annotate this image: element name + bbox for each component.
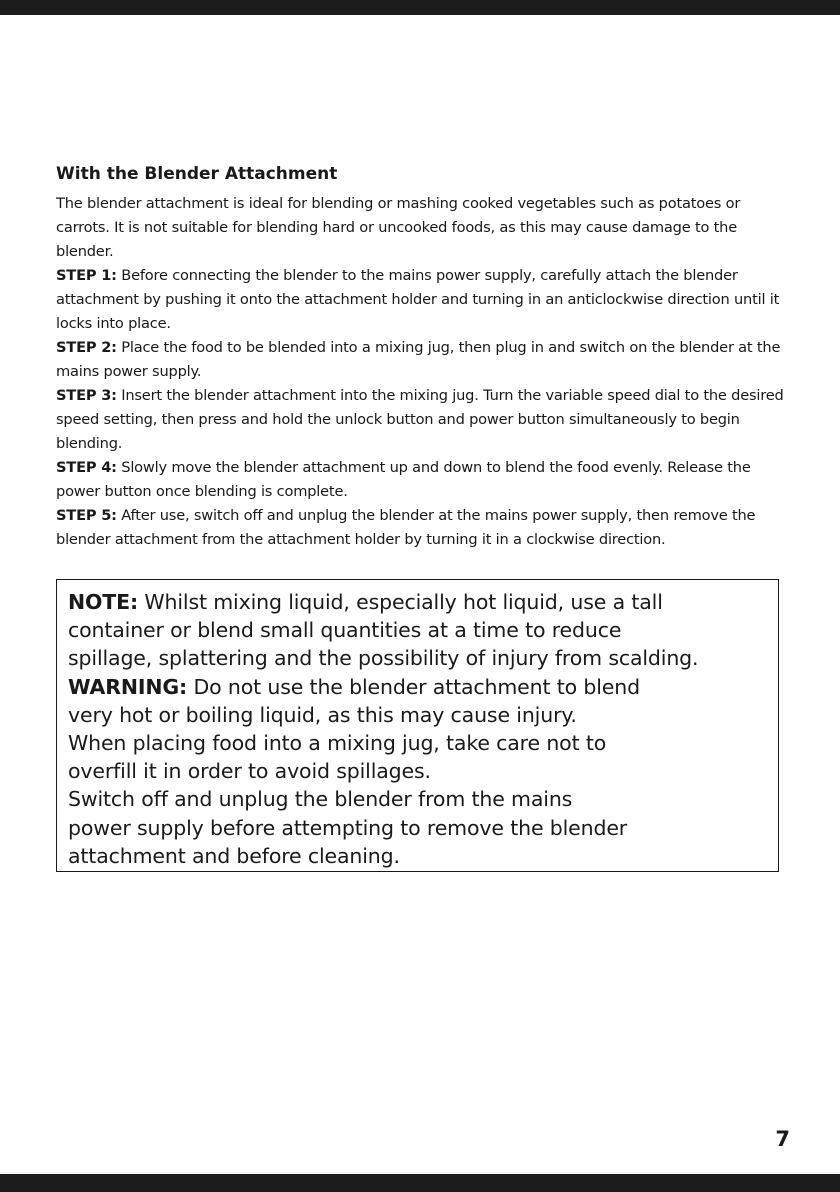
step-1-label: STEP 1: xyxy=(56,267,117,284)
notice-line-7: overfill it in order to avoid spillages. xyxy=(68,759,431,784)
page-number: 7 xyxy=(775,1127,790,1151)
step-1 xyxy=(56,264,791,336)
blender-attachment-section xyxy=(56,162,791,552)
warning-text-1: Do not use the blender attachment to blend xyxy=(187,674,640,699)
top-border-bar xyxy=(0,0,840,15)
step-5 xyxy=(56,504,791,552)
step-1-text: Before connecting the blender to the mains power supply, carefully attach the blender attachment by pushing it onto the attachment holder and turning in an anticlockwise direction until it locks into place. xyxy=(56,267,780,332)
intro-paragraph: The blender attachment is ideal for blending or mashing cooked vegetables such as potatoes or carrots. It is not suitable for blending hard or uncooked foods, as this may cause damage to the blender. xyxy=(56,195,741,260)
step-2 xyxy=(56,336,791,384)
warning-label: WARNING: xyxy=(68,674,188,699)
notice-line-10: attachment and before cleaning. xyxy=(68,843,400,868)
step-3-text: Insert the blender attachment into the mixing jug. Turn the variable speed dial to the desired speed setting, then press and hold the unlock button and power button simultaneously to begin blending. xyxy=(56,387,784,452)
notice-line-6: When placing food into a mixing jug, take care not to xyxy=(68,731,607,756)
step-2-text: Place the food to be blended into a mixing jug, then plug in and switch on the blender at the mains power supply. xyxy=(56,339,781,380)
note-line-2: container or blend small quantities at a time to reduce xyxy=(68,618,622,643)
safety-notice-box xyxy=(56,579,779,872)
warning-line-1 xyxy=(68,673,768,701)
step-2-label: STEP 2: xyxy=(56,339,117,356)
bottom-border-bar xyxy=(0,1174,840,1192)
notice-line-8: Switch off and unplug the blender from the mains xyxy=(68,787,573,812)
notice-line-9: power supply before attempting to remove the blender xyxy=(68,815,628,840)
step-3 xyxy=(56,384,791,456)
step-4-label: STEP 4: xyxy=(56,459,117,476)
step-5-text: After use, switch off and unplug the blender at the mains power supply, then remove the blender attachment from the attachment holder by turning it in a clockwise direction. xyxy=(56,507,756,548)
step-4 xyxy=(56,456,791,504)
step-3-label: STEP 3: xyxy=(56,387,117,404)
note-text-1: Whilst mixing liquid, especially hot liquid, use a tall xyxy=(138,590,663,614)
note-label: NOTE: xyxy=(68,590,139,614)
section-heading: With the Blender Attachment xyxy=(56,164,338,184)
note-line-3: spillage, splattering and the possibility of injury from scalding. xyxy=(68,646,699,671)
step-4-text: Slowly move the blender attachment up and down to blend the food evenly. Release the power button once blending is complete. xyxy=(56,459,751,500)
step-5-label: STEP 5: xyxy=(56,507,117,524)
warning-line-2: very hot or boiling liquid, as this may cause injury. xyxy=(68,702,577,727)
note-line-1 xyxy=(68,588,768,616)
